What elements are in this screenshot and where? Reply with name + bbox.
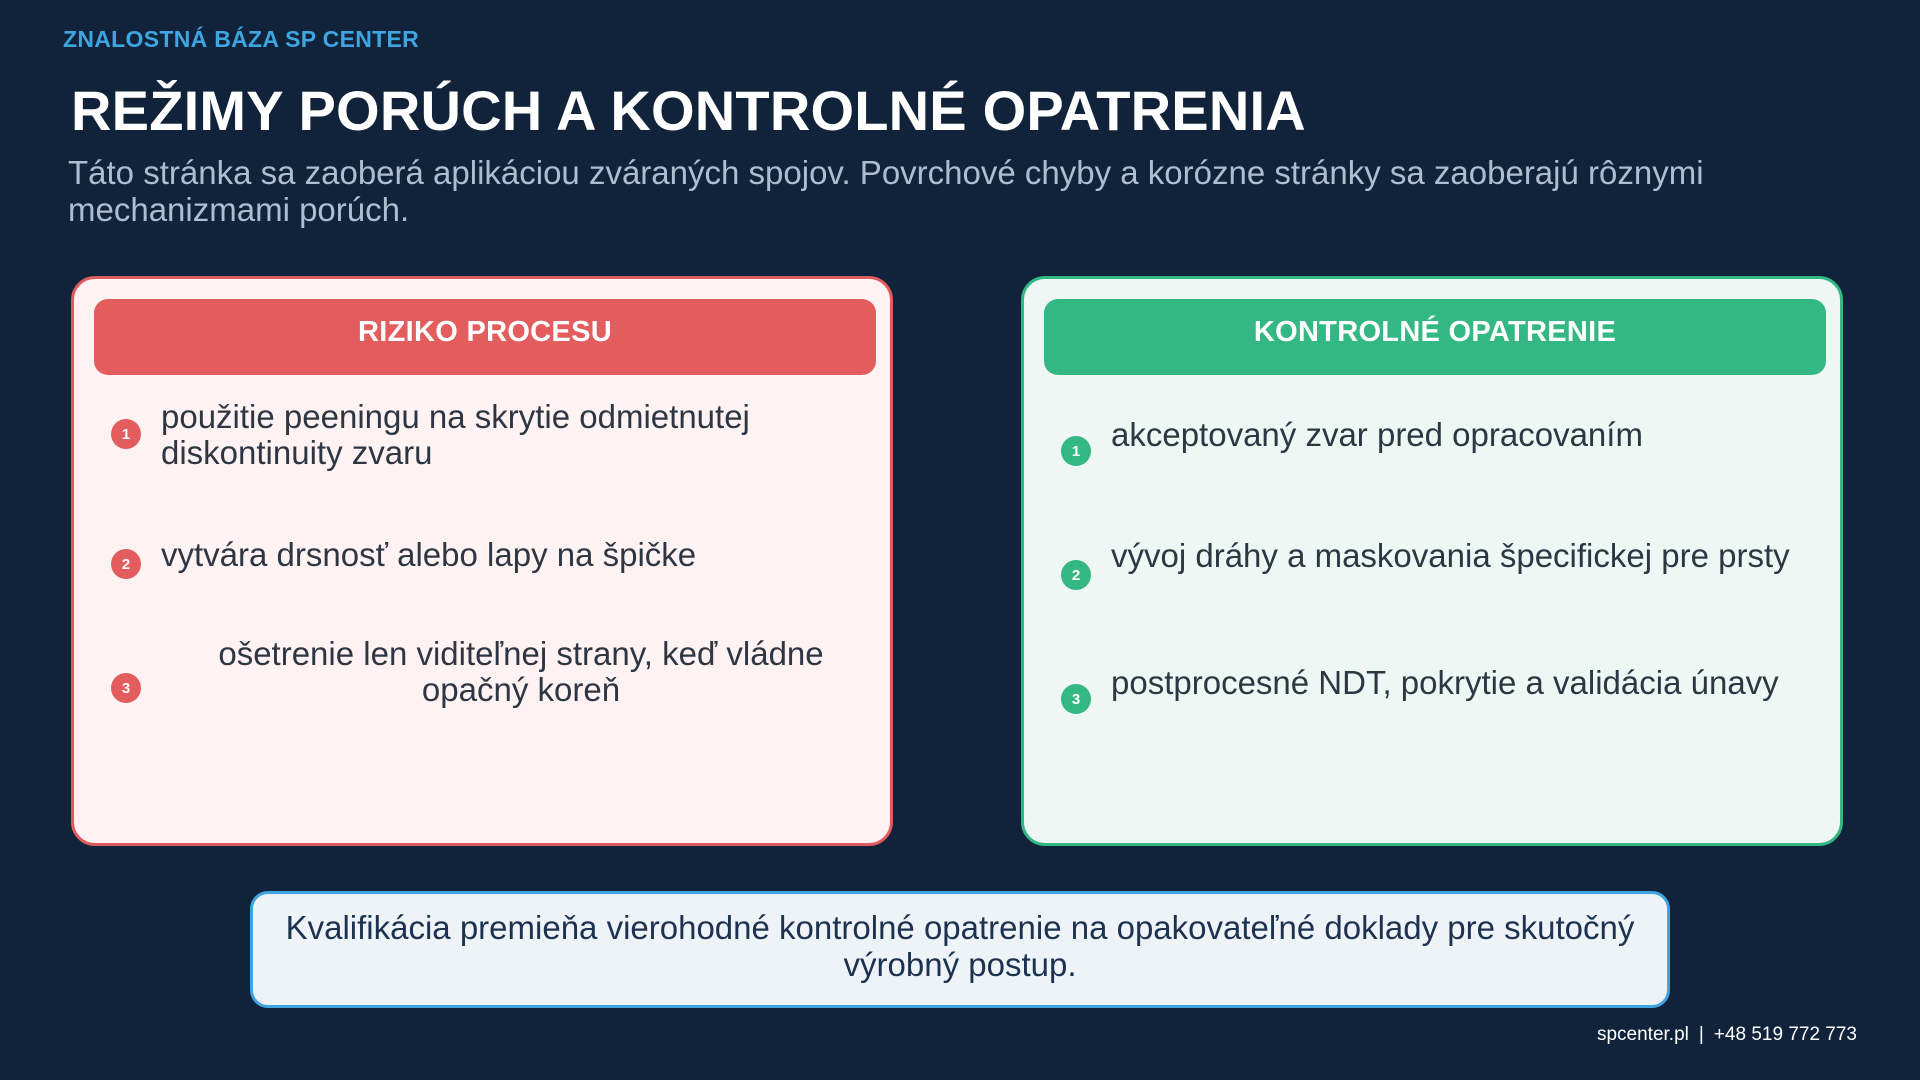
phone-number[interactable]: +48 519 772 773 (1713, 1024, 1857, 1045)
risk-card (71, 276, 893, 846)
control-item (1024, 413, 1846, 493)
number-badge: 2 (1061, 560, 1091, 590)
control-item-text: vývoj dráhy a maskovania špecifickej pre prsty (1111, 537, 1790, 574)
number-badge: 3 (111, 673, 141, 703)
risk-item-text: použitie peeningu na skrytie odmietnutej diskontinuity zvaru (161, 398, 750, 471)
control-card (1021, 276, 1843, 846)
control-item (1024, 659, 1846, 739)
risk-item-text: vytvára drsnosť alebo lapy na špičke (161, 536, 697, 573)
control-item (1024, 535, 1846, 615)
number-badge: 2 (111, 549, 141, 579)
number-badge: 1 (1061, 436, 1091, 466)
risk-item (74, 519, 896, 599)
risk-item-text: ošetrenie len viditeľnej strany, keď vládne opačný koreň (218, 635, 824, 708)
website-link[interactable]: spcenter.pl (1596, 1024, 1689, 1045)
risk-card-header: RIZIKO PROCESU (94, 299, 876, 375)
page-title: REŽIMY PORÚCH A KONTROLNÉ OPATRENIA (71, 79, 1306, 142)
page-subtitle: Táto stránka sa zaoberá aplikáciou zváraných spojov. Povrchové chyby a korózne stránky sa zaoberajú rôznymi mechanizmami porúch. (68, 154, 1704, 228)
control-item-text: akceptovaný zvar pred opracovaním (1111, 416, 1643, 453)
contact-info (1597, 1024, 1857, 1046)
contact-separator: | (1698, 1024, 1704, 1045)
risk-item (74, 635, 896, 723)
control-card-header: KONTROLNÉ OPATRENIE (1044, 299, 1826, 375)
number-badge: 1 (111, 419, 141, 449)
control-item-text: postprocesné NDT, pokrytie a validácia únavy (1111, 664, 1779, 701)
risk-item (74, 379, 896, 471)
footer-note: Kvalifikácia premieňa vierohodné kontrolné opatrenie na opakovateľné doklady pre skutočný výrobný postup. (250, 891, 1670, 1008)
kicker-label: ZNALOSTNÁ BÁZA SP CENTER (63, 26, 420, 52)
number-badge: 3 (1061, 684, 1091, 714)
